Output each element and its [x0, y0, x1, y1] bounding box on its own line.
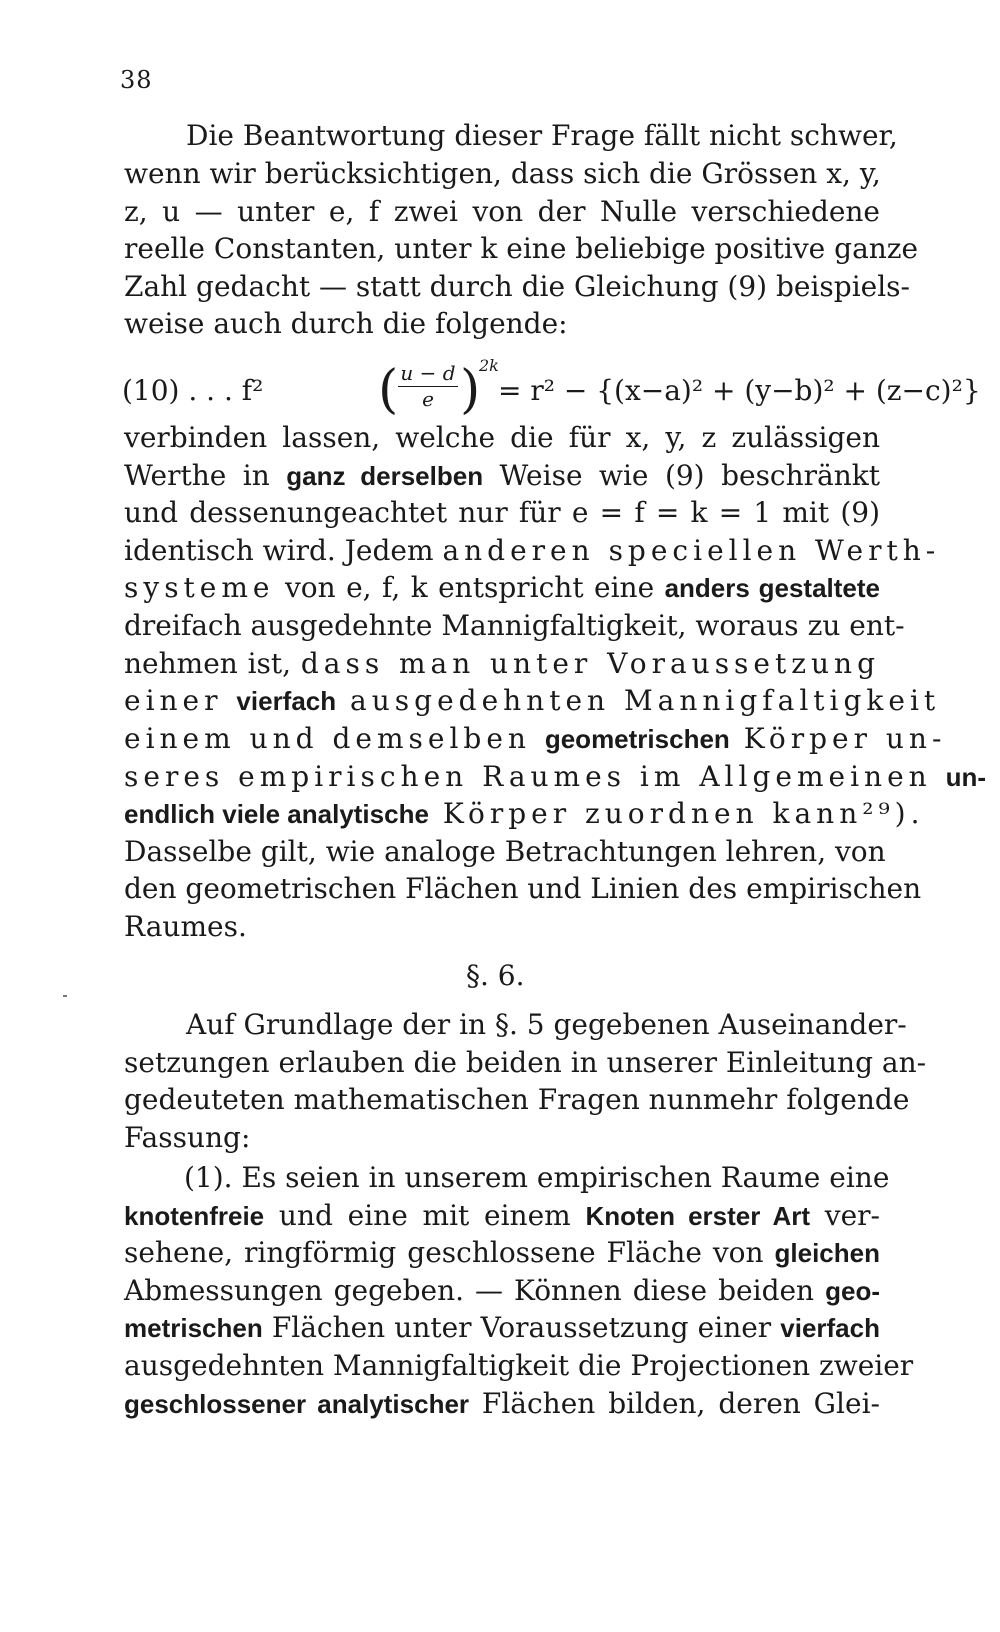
text-run: Flächen unter Voraussetzung einer [262, 1311, 781, 1344]
text-line: ausgedehnten Mannigfaltigkeit die Projectionen zweier [124, 1349, 914, 1382]
text-line: Raumes. [124, 910, 247, 943]
text-line: und dessenungeachtet nur für e = f = k = 1 mit (9) [124, 496, 880, 529]
text-line [124, 1386, 880, 1422]
bold-term: anders gestaltete [664, 573, 880, 603]
text-line [124, 721, 947, 757]
bold-term: endlich viele analytische [124, 799, 429, 829]
spaced-text: Körper zuordnen kann²⁹). [428, 797, 925, 830]
bold-term: vierfach [236, 686, 337, 716]
text-line: z, u — unter e, f zwei von der Nulle verschiedene [124, 195, 880, 228]
text-run: sehene, ringförmig geschlossene Fläche von [124, 1236, 775, 1269]
spaced-text: systeme [124, 571, 275, 604]
equation-exponent: 2k [479, 356, 499, 375]
scan-speck [63, 995, 67, 997]
text-line: wenn wir berücksichtigen, dass sich die Grössen x, y, [124, 157, 881, 190]
spaced-text: dass man unter Voraussetzung [300, 647, 880, 680]
text-run: seres empirischen Raumes im Allgemeinen [124, 760, 946, 793]
bold-term: gleichen [774, 1238, 880, 1268]
equation-left-paren: ( [378, 360, 399, 420]
text-line [124, 1198, 880, 1234]
bold-term: metrischen [124, 1313, 263, 1343]
text-run: Flächen bilden, deren Glei- [469, 1387, 880, 1420]
equation-rhs: = r² − {(x−a)² + (y−b)² + (z−c)²} [498, 374, 981, 407]
text-run: ausgedehnten Mannigfaltigkeit [336, 684, 941, 717]
equation-fraction [398, 360, 458, 411]
text-line [124, 1273, 880, 1309]
equation-right-paren: ) [460, 360, 481, 420]
text-line [124, 759, 986, 795]
text-line: den geometrischen Flächen und Linien des empirischen [124, 872, 922, 905]
equation-numerator: u − d [398, 360, 458, 387]
bold-term: Knoten erster Art [585, 1201, 810, 1231]
text-line [124, 1235, 880, 1271]
bold-term: geometrischen [544, 724, 730, 754]
bold-term: knotenfreie [124, 1201, 265, 1231]
text-line: Zahl gedacht — statt durch die Gleichung (9) beispiels- [124, 270, 911, 303]
spaced-text: anderen speciellen Werth- [442, 534, 941, 567]
text-line: Dasselbe gilt, wie analoge Betrachtungen lehren, von [124, 835, 886, 868]
text-line [124, 458, 880, 494]
text-line: Fassung: [124, 1121, 251, 1154]
text-line: dreifach ausgedehnte Mannigfaltigkeit, woraus zu ent- [124, 609, 905, 642]
bold-term: geschlossener analytischer [124, 1389, 470, 1419]
bold-term: vierfach [780, 1313, 880, 1343]
text-run: Körper un- [729, 722, 947, 755]
page-number: 38 [120, 66, 153, 94]
text-line [124, 683, 941, 719]
text-run: ver- [810, 1199, 880, 1232]
text-run: und eine mit einem [264, 1199, 586, 1232]
text-line [124, 796, 925, 832]
bold-term: geo- [825, 1276, 880, 1306]
text-line: setzungen erlauben die beiden in unserer Einleitung an- [124, 1046, 927, 1079]
text-run: Weise wie (9) beschränkt [483, 459, 880, 492]
text-run: Abmessungen gegeben. — Können diese beiden [124, 1274, 826, 1307]
text-run: von e, f, k entspricht eine [274, 571, 665, 604]
text-run: Werthe in [124, 459, 287, 492]
text-run: einem und demselben [124, 722, 545, 755]
text-run: nehmen ist, [124, 647, 301, 680]
text-line: reelle Constanten, unter k eine beliebige positive ganze [124, 232, 919, 265]
text-line: Die Beantwortung dieser Frage fällt nicht schwer, [186, 119, 898, 152]
text-run: identisch wird. Jedem [124, 534, 443, 567]
text-line: (1). Es seien in unserem empirischen Raume eine [184, 1161, 890, 1194]
text-line: Auf Grundlage der in §. 5 gegebenen Auseinander- [186, 1008, 907, 1041]
text-run: einer [124, 684, 237, 717]
equation-denominator: e [422, 387, 434, 411]
text-line: verbinden lassen, welche die für x, y, z zulässigen [124, 421, 880, 454]
text-line [124, 570, 880, 606]
bold-term: un- [945, 762, 986, 792]
equation-10 [122, 356, 981, 420]
bold-term: ganz derselben [286, 461, 484, 491]
text-line: gedeuteten mathematischen Fragen nunmehr folgende [124, 1083, 910, 1116]
text-line: weise auch durch die folgende: [124, 307, 568, 340]
text-line [124, 1310, 880, 1346]
section-heading: §. 6. [466, 959, 525, 992]
text-line [124, 646, 880, 682]
text-line [124, 533, 941, 569]
equation-label: (10) . . . f² [122, 374, 264, 407]
